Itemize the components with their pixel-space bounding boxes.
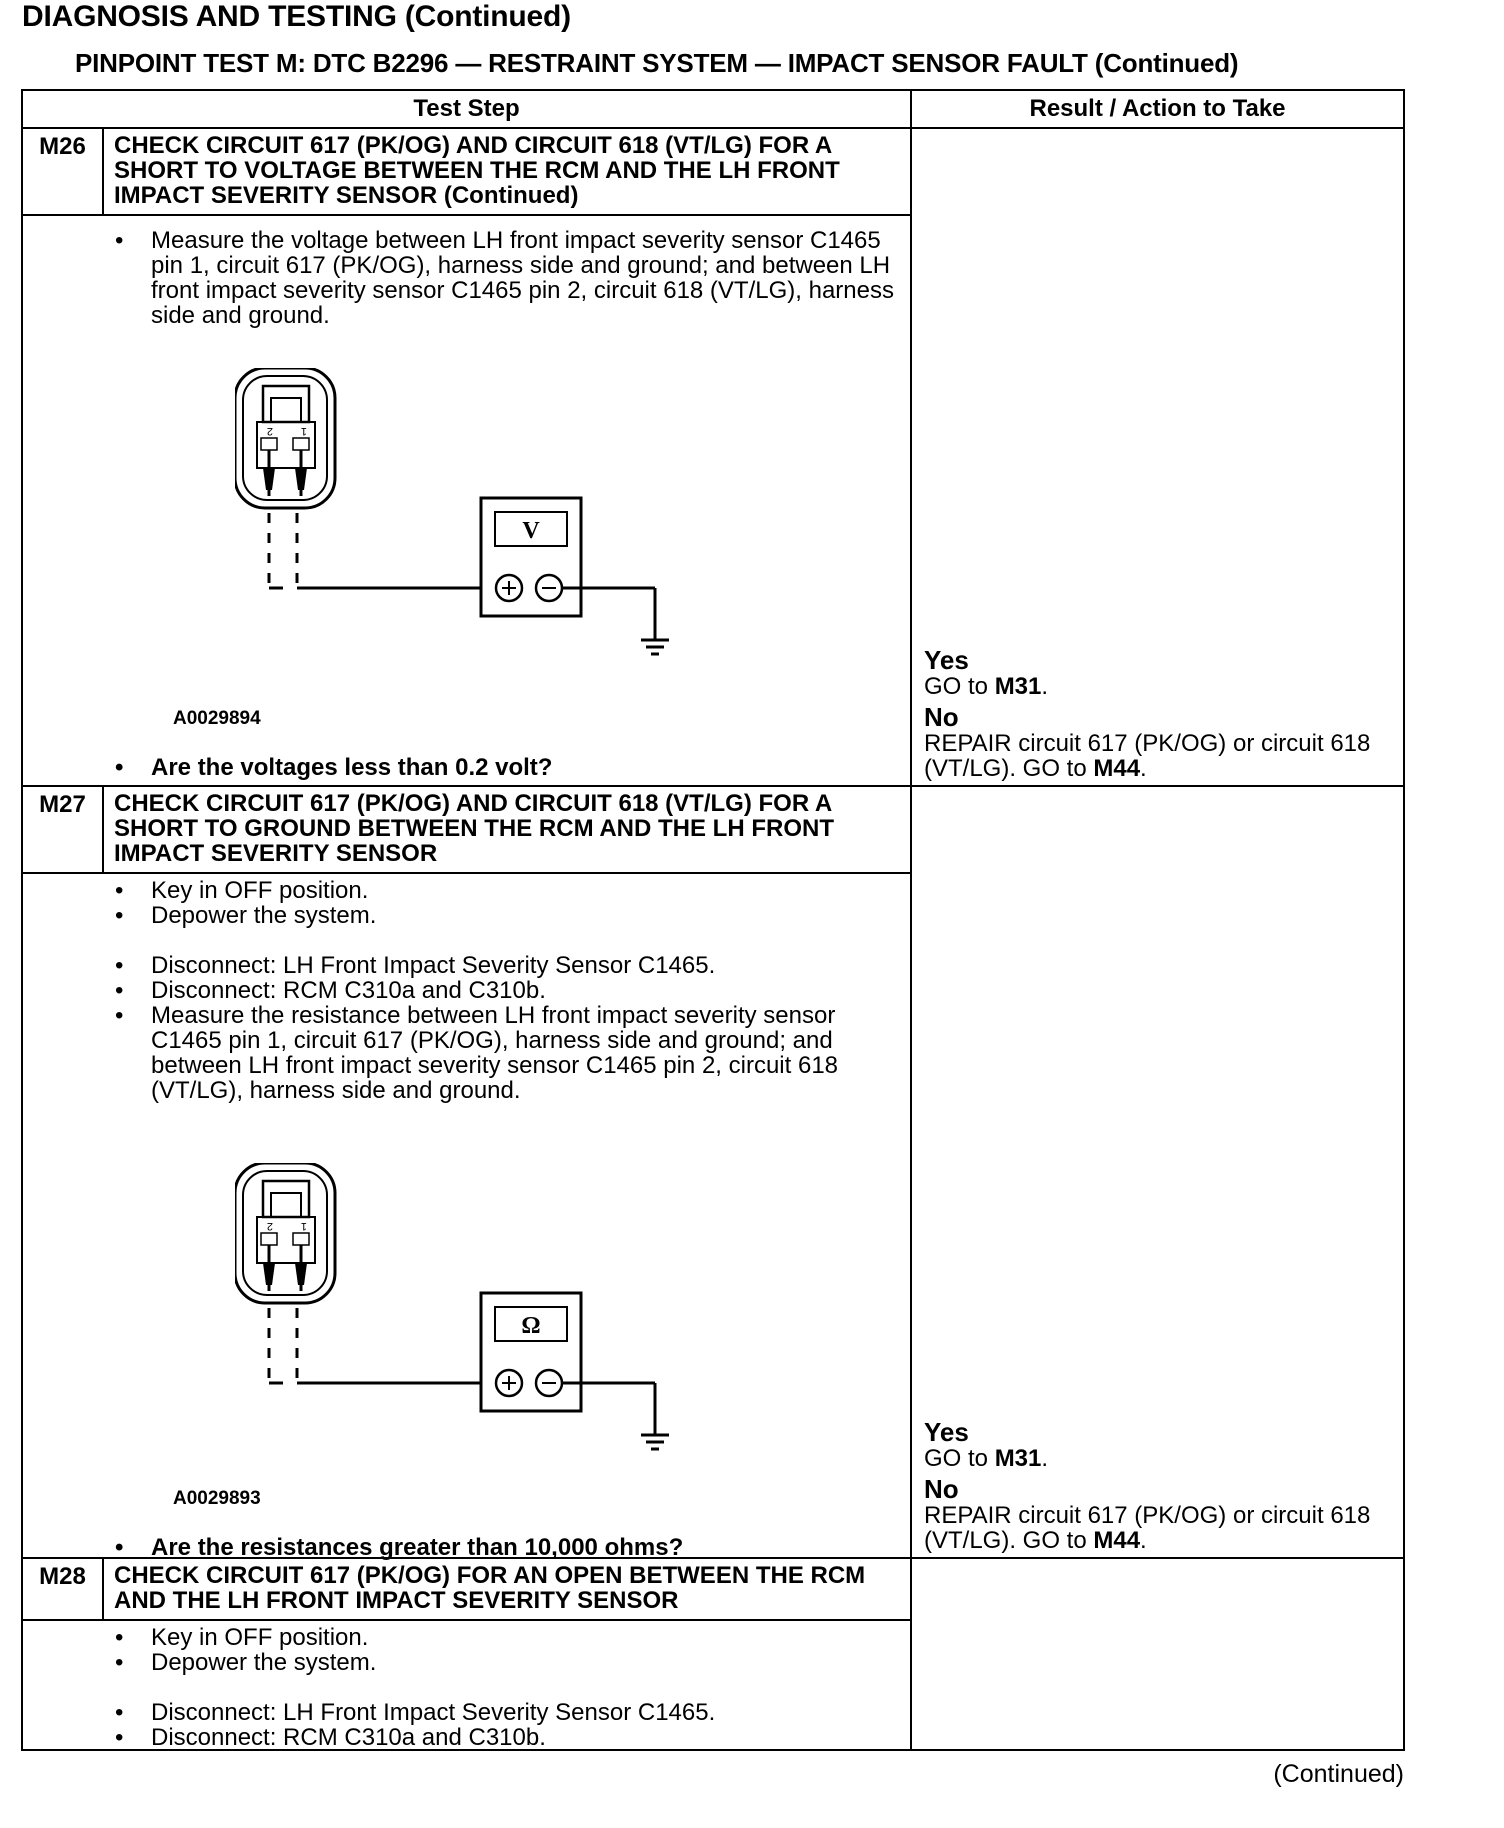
step-m26-body	[23, 216, 910, 785]
yes-action-end: .	[1041, 1445, 1049, 1472]
test-question: • Are the resistances greater than 10,000 ohms?	[115, 1535, 900, 1560]
step-row-m27	[23, 785, 1403, 1561]
step-m28-result-cell	[912, 1559, 1403, 1749]
no-action-text: REPAIR circuit 617 (PK/OG) or circuit 618 (VT/LG). GO to	[924, 730, 1371, 782]
voltage-test-schematic	[235, 368, 675, 668]
continued-footer: (Continued)	[1273, 1760, 1404, 1788]
no-action	[924, 1503, 1393, 1553]
step-link[interactable]: M31	[994, 1445, 1042, 1472]
voltmeter-diagram	[115, 328, 900, 755]
step-row-m26	[23, 127, 1403, 785]
test-question: • Are the voltages less than 0.2 volt?	[115, 755, 900, 780]
step-m26-result-cell	[912, 129, 1403, 785]
instruction-bullet: • Depower the system.	[115, 903, 900, 928]
instruction-bullet: • Measure the resistance between LH front impact severity sensor C1465 pin 1, circuit 617 (PK/OG), harness side and ground; and between LH front impact severity sensor C1465 pin 2, circuit 618 (VT/LG), harness side and ground.	[115, 1003, 900, 1103]
instruction-bullet: • Disconnect: LH Front Impact Severity Sensor C1465.	[115, 953, 900, 978]
pinpoint-test-title: PINPOINT TEST M: DTC B2296 — RESTRAINT SYSTEM — IMPACT SENSOR FAULT (Continued)	[75, 48, 1239, 78]
step-m27-result-cell	[912, 787, 1403, 1557]
instruction-bullet: • Disconnect: LH Front Impact Severity Sensor C1465.	[115, 1700, 900, 1725]
step-link[interactable]: M31	[994, 673, 1042, 700]
header-result-action: Result / Action to Take	[1029, 95, 1286, 122]
meter-symbol: V	[522, 518, 540, 544]
page-title: DIAGNOSIS AND TESTING (Continued)	[22, 0, 571, 33]
step-m27-test-cell	[23, 787, 912, 1561]
step-row-m28	[23, 1557, 1403, 1749]
step-m28-body	[23, 1621, 910, 1754]
step-m28-header	[23, 1559, 910, 1621]
yes-action-text: GO to	[924, 673, 995, 700]
step-id: M28	[23, 1559, 104, 1619]
instruction-bullet: • Key in OFF position.	[115, 878, 900, 903]
resistance-test-schematic	[235, 1163, 675, 1463]
svg-text:2: 2	[266, 1220, 273, 1232]
no-action-text: REPAIR circuit 617 (PK/OG) or circuit 618 (VT/LG). GO to	[924, 1502, 1371, 1554]
step-m28-test-cell	[23, 1559, 912, 1749]
step-id: M26	[23, 129, 104, 214]
ohmmeter-diagram	[115, 1103, 900, 1535]
step-m27-header	[23, 787, 910, 874]
header-test-step: Test Step	[23, 91, 912, 127]
svg-text:1: 1	[300, 1220, 307, 1232]
table-header-row	[23, 91, 1403, 127]
result-actions	[924, 646, 1393, 781]
no-action	[924, 731, 1393, 781]
instruction-bullet: • Depower the system.	[115, 1650, 900, 1675]
yes-action-text: GO to	[924, 1445, 995, 1472]
step-m26-test-cell	[23, 129, 912, 785]
step-title: CHECK CIRCUIT 617 (PK/OG) AND CIRCUIT 618 (VT/LG) FOR A SHORT TO VOLTAGE BETWEEN THE RCM AND THE LH FRONT IMPACT SEVERITY SENSOR (Continued)	[114, 132, 840, 209]
step-link[interactable]: M44	[1093, 755, 1141, 782]
no-label: No	[924, 702, 959, 732]
figure-id: A0029894	[173, 708, 261, 729]
yes-action	[924, 674, 1393, 699]
yes-label: Yes	[924, 1417, 969, 1447]
figure-id: A0029893	[173, 1488, 261, 1509]
yes-action	[924, 1446, 1393, 1471]
svg-text:2: 2	[266, 425, 273, 437]
instruction-bullet: • Disconnect: RCM C310a and C310b.	[115, 1725, 900, 1750]
step-link[interactable]: M44	[1093, 1527, 1141, 1554]
svg-text:1: 1	[300, 425, 307, 437]
no-label: No	[924, 1474, 959, 1504]
yes-label: Yes	[924, 645, 969, 675]
meter-symbol: Ω	[521, 1313, 541, 1339]
instruction-bullet: • Key in OFF position.	[115, 1625, 900, 1650]
step-m26-header	[23, 129, 910, 216]
instruction-bullet: • Measure the voltage between LH front impact severity sensor C1465 pin 1, circuit 617 (PK/OG), harness side and ground; and between LH front impact severity sensor C1465 pin 2, circuit 618 (VT/LG), harness side and ground.	[115, 228, 900, 328]
no-action-end: .	[1140, 1527, 1147, 1554]
no-action-end: .	[1140, 755, 1147, 782]
yes-action-end: .	[1041, 673, 1049, 700]
step-m27-body	[23, 874, 910, 1564]
instruction-bullet: • Disconnect: RCM C310a and C310b.	[115, 978, 900, 1003]
pinpoint-test-table	[21, 89, 1405, 1751]
step-id: M27	[23, 787, 104, 872]
result-actions	[924, 1418, 1393, 1553]
step-title: CHECK CIRCUIT 617 (PK/OG) AND CIRCUIT 618 (VT/LG) FOR A SHORT TO GROUND BETWEEN THE RCM AND THE LH FRONT IMPACT SEVERITY SENSOR	[114, 790, 834, 867]
step-title: CHECK CIRCUIT 617 (PK/OG) FOR AN OPEN BETWEEN THE RCM AND THE LH FRONT IMPACT SEVERITY SENSOR	[114, 1562, 866, 1614]
